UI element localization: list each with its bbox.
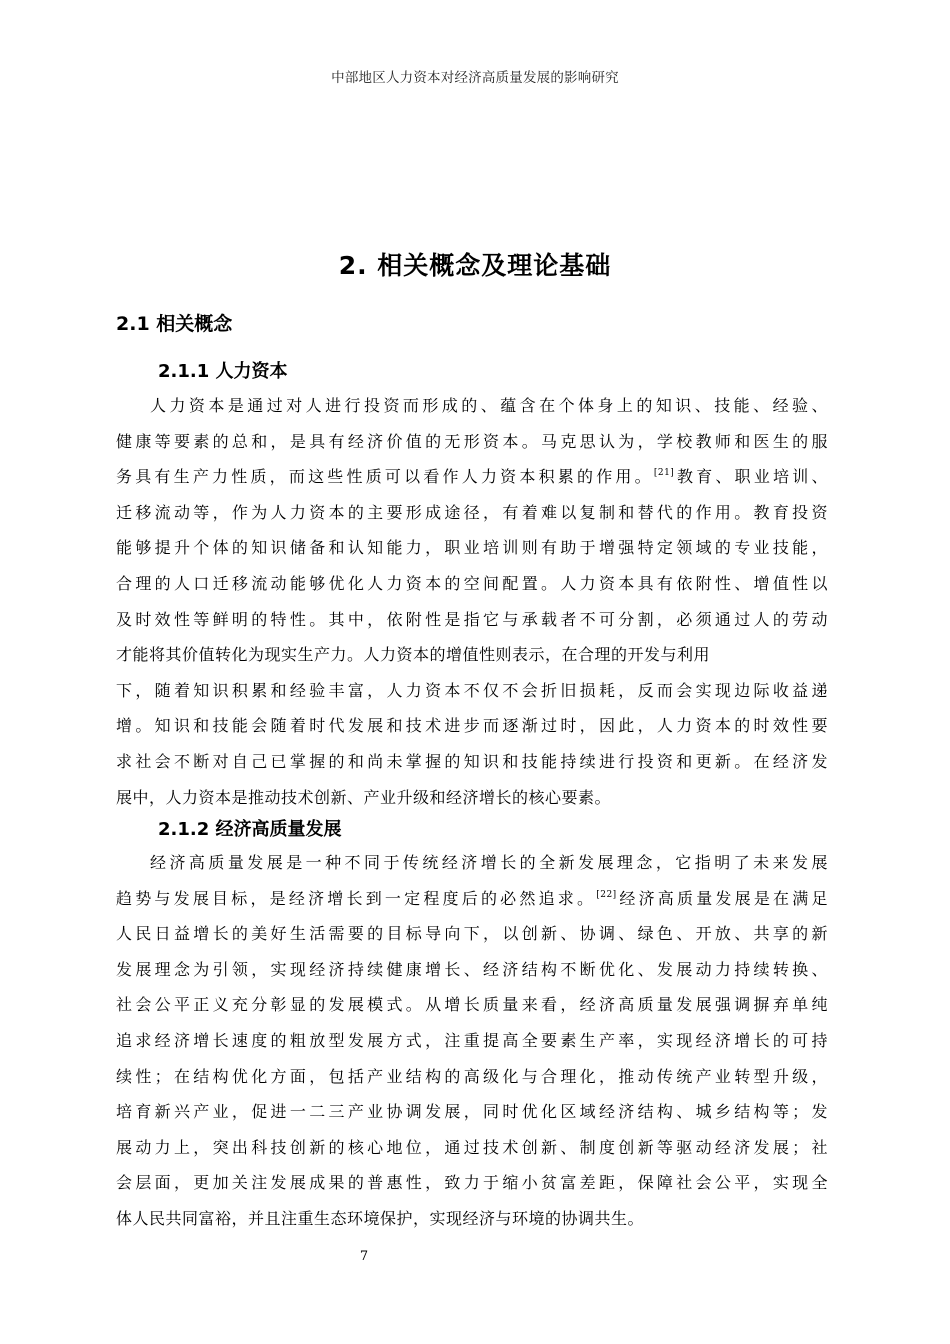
text-line: 会层面，更加关注发展成果的普惠性，致力于缩小贫富差距，保障社会公平，实现全 (116, 1173, 828, 1193)
text-line: 续性；在结构优化方面，包括产业结构的高级化与合理化，推动传统产业转型升级， (116, 1066, 828, 1086)
text-line: 健康等要素的总和，是具有经济价值的无形资本。马克思认为，学校教师和医生的服 (116, 431, 828, 451)
text-line: 体人民共同富裕，并且注重生态环境保护，实现经济与环境的协调共生。 (116, 1208, 645, 1228)
subsection-heading-human-capital: 2.1.1 人力资本 (158, 361, 288, 382)
text-line: 培育新兴产业，促进一二三产业协调发展，同时优化区域经济结构、城乡结构等；发 (116, 1102, 828, 1122)
text-segment: 务具有生产力性质，而这些性质可以看作人力资本积累的作用。 (116, 467, 654, 487)
text-line: 人力资本是通过对人进行投资而形成的、蕴含在个体身上的知识、技能、经验、 (150, 396, 828, 415)
text-line: 能够提升个体的知识储备和认知能力，职业培训则有助于增强特定领域的专业技能， (116, 538, 828, 558)
text-line: 及时效性等鲜明的特性。其中，依附性是指它与承载者不可分割，必须通过人的劳动 (116, 609, 828, 629)
page-number: 7 (359, 1249, 369, 1264)
text-line: 增。知识和技能会随着时代发展和技术进步而逐渐过时，因此，人力资本的时效性要 (116, 716, 828, 736)
text-segment: 教育、职业培训、 (674, 467, 828, 487)
text-line (116, 881, 828, 917)
subsection-heading-high-quality-development: 2.1.2 经济高质量发展 (158, 819, 342, 840)
paragraph-high-quality-development (116, 845, 828, 1237)
text-line: 下，随着知识积累和经验丰富，人力资本不仅不会折旧损耗，反而会实现边际收益递 (116, 680, 828, 700)
text-line: 合理的人口迁移流动能够优化人力资本的空间配置。人力资本具有依附性、增值性以 (116, 573, 828, 593)
running-header: 中部地区人力资本对经济高质量发展的影响研究 (331, 70, 619, 86)
text-line: 展动力上，突出科技创新的核心地位，通过技术创新、制度创新等驱动经济发展；社 (116, 1137, 828, 1157)
text-line: 迁移流动等，作为人力资本的主要形成途径，有着难以复制和替代的作用。教育投资 (116, 502, 828, 522)
text-line: 发展理念为引领，实现经济持续健康增长、经济结构不断优化、发展动力持续转换、 (116, 959, 828, 979)
chapter-title: 2. 相关概念及理论基础 (338, 251, 612, 280)
text-segment: 趋势与发展目标，是经济增长到一定程度后的必然追求。 (116, 888, 597, 908)
citation-marker: [21] (653, 468, 675, 479)
text-line (116, 459, 828, 495)
text-line: 社会公平正义充分彰显的发展模式。从增长质量来看，经济高质量发展强调摒弃单纯 (116, 995, 828, 1015)
text-segment: 经济高质量发展是在满足 (616, 888, 828, 908)
section-heading: 2.1 相关概念 (116, 313, 233, 335)
text-line: 人民日益增长的美好生活需要的目标导向下，以创新、协调、绿色、开放、共享的新 (116, 924, 828, 944)
citation-marker: [22] (596, 889, 617, 900)
text-line: 经济高质量发展是一种不同于传统经济增长的全新发展理念，它指明了未来发展 (150, 853, 828, 872)
text-line: 求社会不断对自己已掌握的和尚未掌握的知识和技能持续进行投资和更新。在经济发 (116, 751, 828, 771)
paragraph-human-capital (116, 388, 828, 815)
text-line: 追求经济增长速度的粗放型发展方式，注重提高全要素生产率，实现经济增长的可持 (116, 1030, 828, 1050)
text-line: 才能将其价值转化为现实生产力。人力资本的增值性则表示，在合理的开发与利用 (116, 645, 711, 665)
text-line: 展中，人力资本是推动技术创新、产业升级和经济增长的核心要素。 (116, 787, 612, 807)
